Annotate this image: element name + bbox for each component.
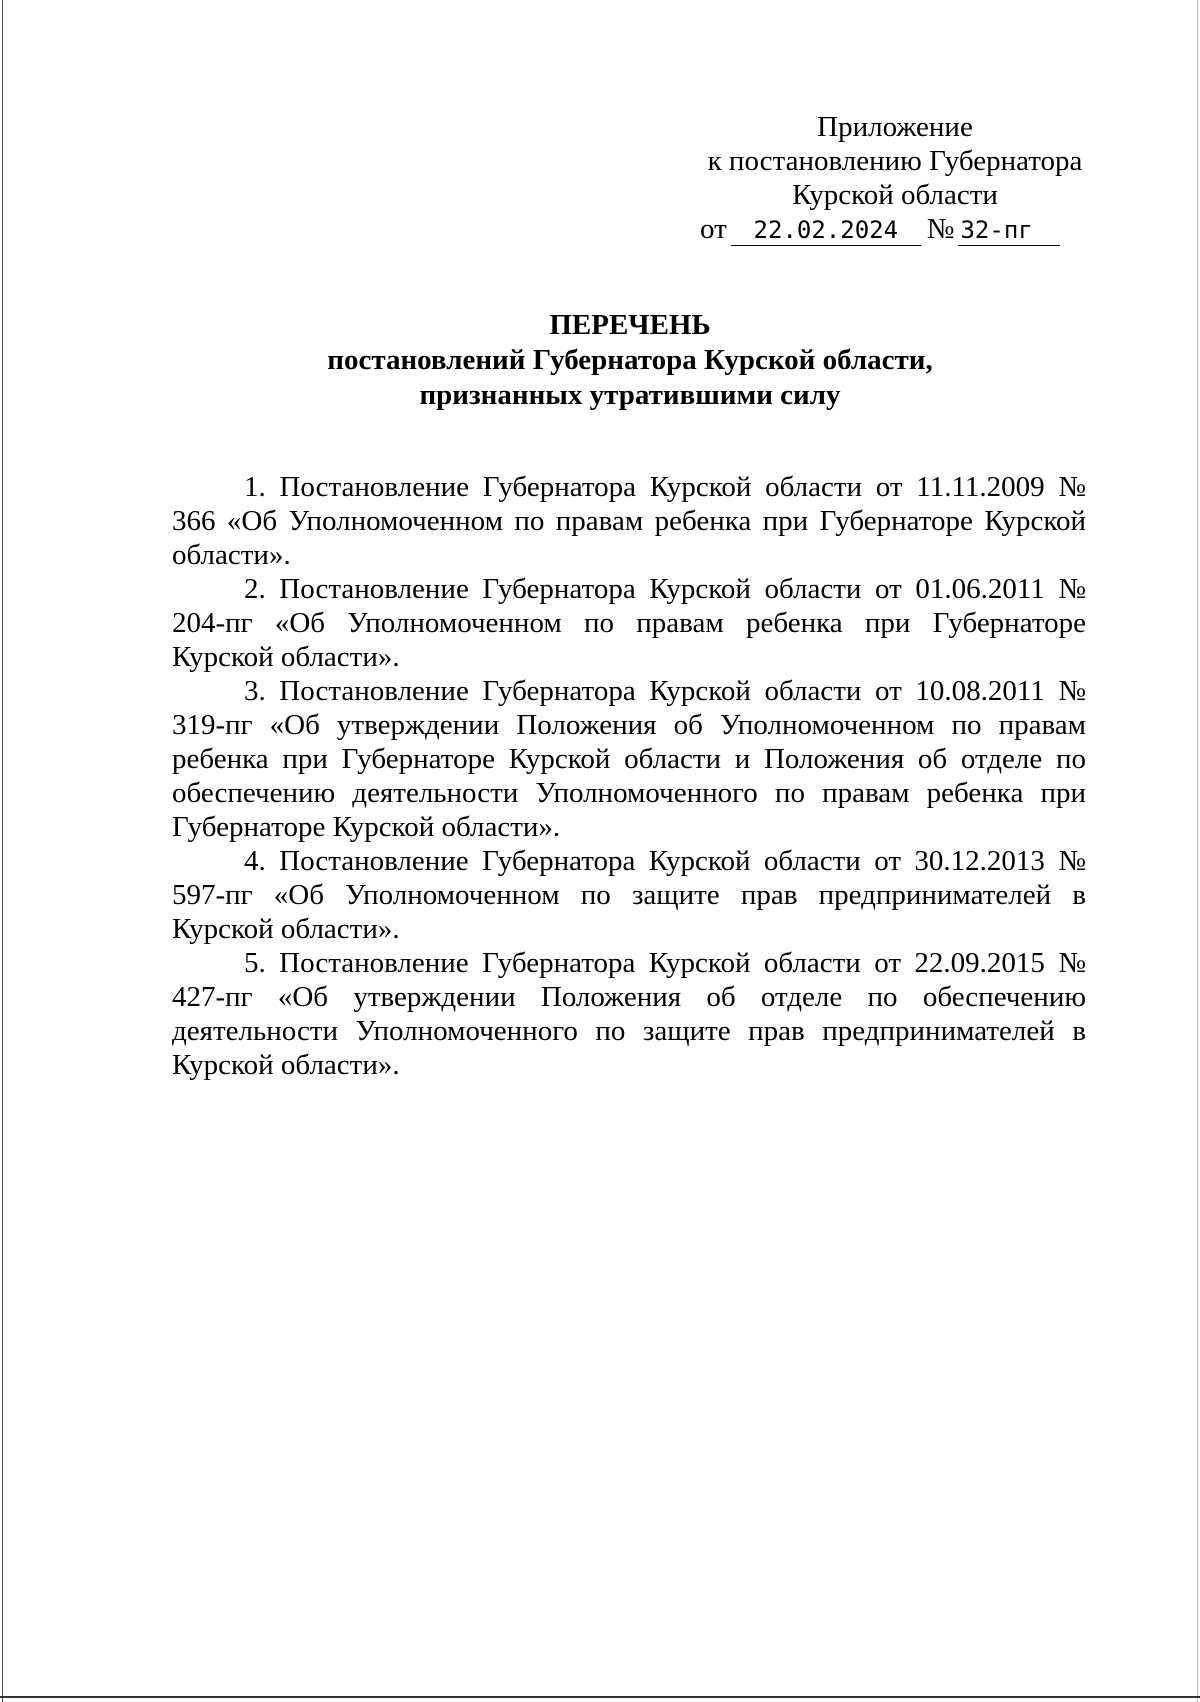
date-value: 22.02.2024 bbox=[731, 215, 921, 246]
scan-edge-right bbox=[1197, 0, 1198, 1702]
appendix-region: Курской области bbox=[792, 179, 998, 211]
document-heading bbox=[170, 308, 1090, 413]
list-item: 4. Постановление Губернатора Курской области от 30.12.2013 № 597-пг «Об Уполномоченном по защите прав предпринимателей в Курской области». bbox=[172, 845, 1086, 945]
date-prefix: от bbox=[700, 213, 727, 245]
list-item: 1. Постановление Губернатора Курской области от 11.11.2009 № 366 «Об Уполномоченном по правам ребенка при Губернаторе Курской области». bbox=[172, 471, 1086, 571]
appendix-block bbox=[690, 110, 1100, 246]
heading-subtitle-2: признанных утратившими силу bbox=[419, 379, 841, 411]
appendix-title: Приложение bbox=[817, 111, 973, 143]
scan-edge-left bbox=[2, 0, 3, 1702]
heading-subtitle: постановлений Губернатора Курской области, bbox=[327, 344, 933, 376]
list-item: 2. Постановление Губернатора Курской области от 01.06.2011 № 204-пг «Об Уполномоченном по правам ребенка при Губернаторе Курской области». bbox=[172, 573, 1086, 673]
appendix-date-line bbox=[690, 212, 1100, 246]
heading-title: ПЕРЕЧЕНЬ bbox=[549, 309, 711, 341]
resolutions-list bbox=[172, 470, 1086, 1082]
scan-edge-bottom bbox=[0, 1696, 1200, 1698]
list-item: 5. Постановление Губернатора Курской области от 22.09.2015 № 427-пг «Об утверждении Положения об отделе по обеспечению деятельности Уполномоченного по защите прав предпринимателей в Курской области». bbox=[172, 947, 1086, 1081]
number-prefix: № bbox=[926, 213, 955, 245]
number-value: 32-пг bbox=[958, 215, 1060, 246]
appendix-reference: к постановлению Губернатора bbox=[707, 145, 1083, 177]
list-item: 3. Постановление Губернатора Курской области от 10.08.2011 № 319-пг «Об утверждении Положения об Уполномоченном по правам ребенка при Губернаторе Курской области и Положения об отделе по обеспечению деятельности Уполномоченного по правам ребенка при Губернаторе Курской области». bbox=[172, 675, 1086, 843]
